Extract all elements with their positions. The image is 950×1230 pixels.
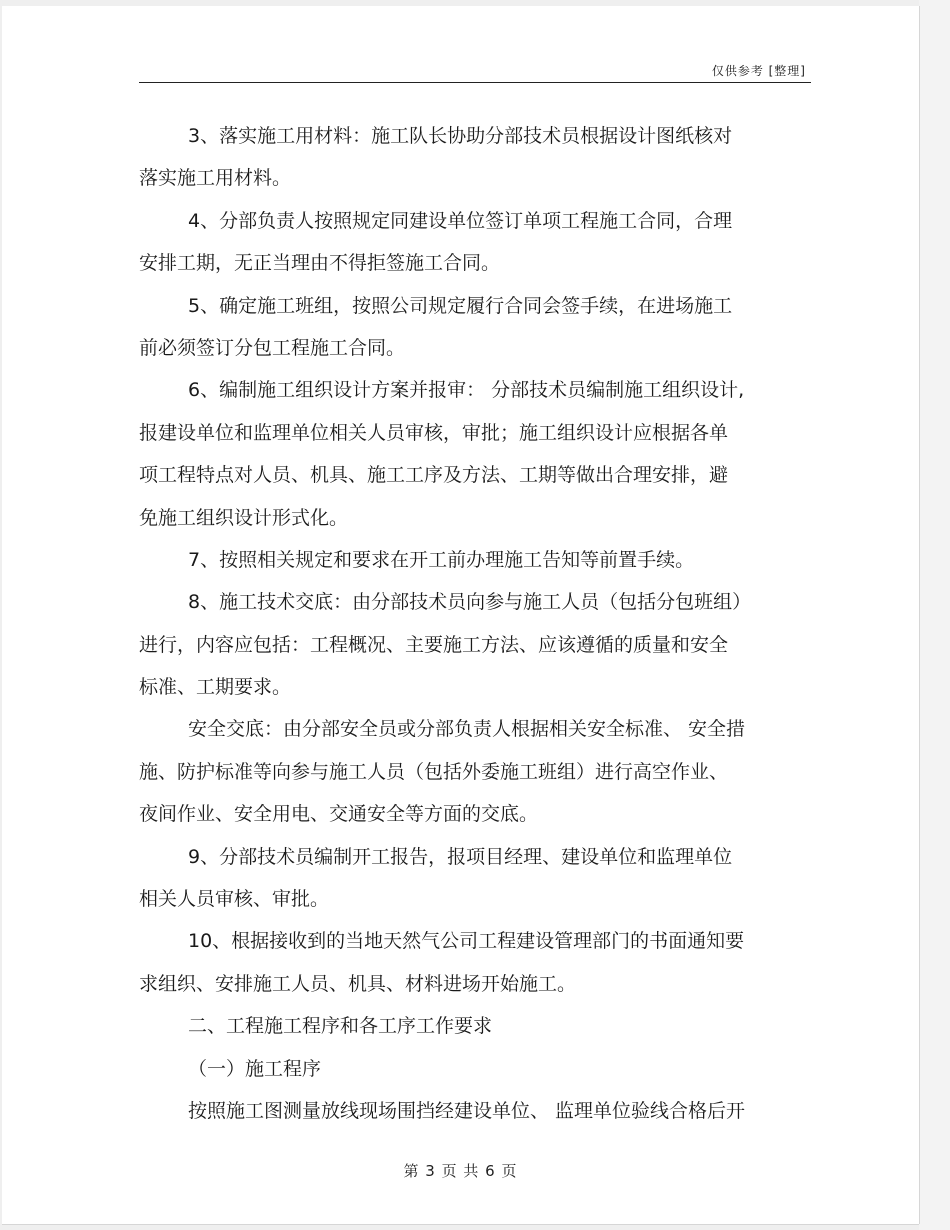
- text-line: 5、确定施工班组，按照公司规定履行合同会签手续，在进场施工: [188, 294, 733, 317]
- text-line: 施、防护标准等向参与施工人员（包括外委施工班组）进行高空作业、: [139, 760, 729, 783]
- text-line: 夜间作业、安全用电、交通安全等方面的交底。: [139, 803, 539, 826]
- page-body: [139, 115, 819, 1132]
- text-line: 8、施工技术交底：由分部技术员向参与施工人员（包括分包班组）: [188, 591, 752, 614]
- text-line: 7、按照相关规定和要求在开工前办理施工告知等前置手续。: [188, 548, 695, 571]
- text-line: 前必须签订分包工程施工合同。: [139, 336, 406, 359]
- text-line: 3、落实施工用材料：施工队长协助分部技术员根据设计图纸核对: [188, 125, 733, 147]
- text-line: 标准、工期要求。: [139, 676, 292, 699]
- text-line: 相关人员审核、审批。: [139, 888, 330, 911]
- text-line: 6、编制施工组织设计方案并报审： 分部技术员编制施工组织设计,: [188, 379, 745, 402]
- section-heading: 二、工程施工程序和各工序工作要求: [188, 1015, 493, 1038]
- text-line: 按照施工图测量放线现场围挡经建设单位、 监理单位验线合格后开: [188, 1099, 746, 1122]
- text-line: 进行，内容应包括：工程概况、主要施工方法、应该遵循的质量和安全: [139, 633, 729, 656]
- document-page: [2, 6, 919, 1224]
- text-line: 求组织、安排施工人员、机具、材料进场开始施工。: [139, 972, 577, 995]
- text-line: 安全交底：由分部安全员或分部负责人根据相关安全标准、 安全措: [188, 718, 746, 741]
- text-line: 落实施工用材料。: [139, 167, 292, 190]
- text-line: 报建设单位和监理单位相关人员审核，审批；施工组织设计应根据各单: [139, 421, 729, 444]
- page-margin-right: [919, 0, 950, 1230]
- text-line: 项工程特点对人员、机具、施工工序及方法、工期等做出合理安排，避: [139, 464, 729, 487]
- page-header: 仅供参考 [整理]: [711, 64, 806, 78]
- text-line: 安排工期，无正当理由不得拒签施工合同。: [139, 252, 501, 275]
- text-line: 9、分部技术员编制开工报告，报项目经理、建设单位和监理单位: [188, 845, 733, 868]
- text-line: 10、根据接收到的当地天然气公司工程建设管理部门的书面通知要: [188, 930, 745, 953]
- subsection-heading: （一）施工程序: [188, 1057, 322, 1080]
- text-line: 4、分部负责人按照规定同建设单位签订单项工程施工合同，合理: [188, 209, 733, 232]
- text-line: 免施工组织设计形式化。: [139, 506, 349, 529]
- header-rule: [139, 82, 811, 83]
- page-footer: 第 3 页 共 6 页: [403, 1162, 518, 1180]
